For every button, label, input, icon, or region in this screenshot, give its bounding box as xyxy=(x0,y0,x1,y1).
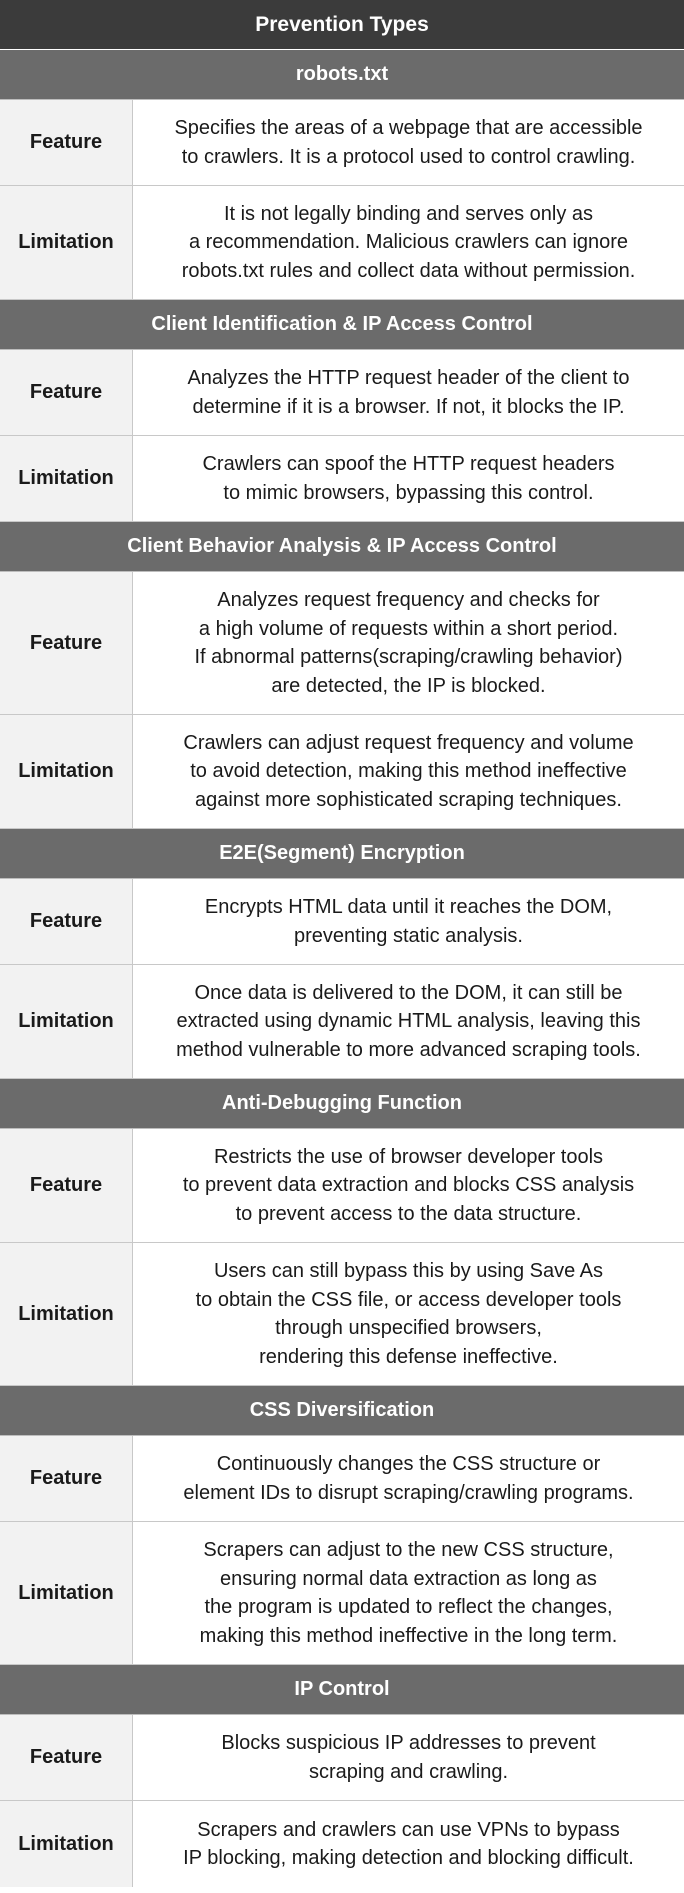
feature-label: Feature xyxy=(0,1129,133,1242)
section-header: Anti-Debugging Function xyxy=(0,1079,684,1129)
feature-text-line: determine if it is a browser. If not, it blocks the IP. xyxy=(192,395,625,418)
feature-row xyxy=(0,572,684,715)
limitation-label: Limitation xyxy=(0,1801,133,1887)
feature-description xyxy=(133,572,684,714)
limitation-row xyxy=(0,186,684,300)
limitation-text-line: extracted using dynamic HTML analysis, leaving this xyxy=(176,1010,641,1033)
limitation-description xyxy=(133,1522,684,1664)
feature-label: Feature xyxy=(0,350,133,435)
limitation-text-line: method vulnerable to more advanced scraping tools. xyxy=(176,1038,641,1061)
limitation-text-line: Crawlers can adjust request frequency and volume xyxy=(183,731,634,754)
feature-description xyxy=(133,1715,684,1800)
section-header: E2E(Segment) Encryption xyxy=(0,829,684,879)
limitation-description xyxy=(133,436,684,521)
limitation-row xyxy=(0,1243,684,1386)
limitation-label: Limitation xyxy=(0,1522,133,1664)
feature-text-line: element IDs to disrupt scraping/crawling programs. xyxy=(183,1481,634,1504)
feature-description xyxy=(133,1129,684,1242)
feature-row xyxy=(0,1129,684,1243)
limitation-text-line: It is not legally binding and serves only as xyxy=(223,202,594,225)
feature-text-line: are detected, the IP is blocked. xyxy=(271,674,546,697)
feature-text-line: If abnormal patterns(scraping/crawling behavior) xyxy=(194,646,623,668)
section-header: CSS Diversification xyxy=(0,1386,684,1436)
section-header: Client Behavior Analysis & IP Access Control xyxy=(0,522,684,572)
limitation-row xyxy=(0,436,684,522)
limitation-text-line: Once data is delivered to the DOM, it can still be xyxy=(194,981,623,1004)
feature-row xyxy=(0,1436,684,1522)
limitation-text-line: Users can still bypass this by using Save As xyxy=(213,1260,604,1282)
limitation-label: Limitation xyxy=(0,1243,133,1385)
limitation-row xyxy=(0,715,684,829)
feature-label: Feature xyxy=(0,572,133,714)
limitation-text-line: a recommendation. Malicious crawlers can ignore xyxy=(188,231,629,254)
limitation-row xyxy=(0,1801,684,1887)
limitation-row xyxy=(0,1522,684,1665)
limitation-description xyxy=(133,186,684,299)
limitation-row xyxy=(0,965,684,1079)
feature-description xyxy=(133,350,684,435)
feature-text-line: Analyzes request frequency and checks for xyxy=(217,589,600,611)
table-title: Prevention Types xyxy=(0,0,684,50)
limitation-text-line: rendering this defense ineffective. xyxy=(259,1345,558,1368)
limitation-text-line: Scrapers and crawlers can use VPNs to bypass xyxy=(197,1818,620,1841)
limitation-text-line: the program is updated to reflect the changes, xyxy=(204,1596,613,1618)
feature-row xyxy=(0,1715,684,1801)
limitation-text-line: to mimic browsers, bypassing this control. xyxy=(223,481,594,504)
limitation-text-line: IP blocking, making detection and blocking difficult. xyxy=(183,1847,634,1869)
section-header: robots.txt xyxy=(0,50,684,100)
feature-text-line: Encrypts HTML data until it reaches the DOM, xyxy=(204,896,613,918)
limitation-label: Limitation xyxy=(0,186,133,299)
feature-text-line: scraping and crawling. xyxy=(309,1760,508,1783)
limitation-label: Limitation xyxy=(0,965,133,1078)
section-header: IP Control xyxy=(0,1665,684,1715)
limitation-description xyxy=(133,1243,684,1385)
limitation-text-line: robots.txt rules and collect data without permission. xyxy=(181,259,636,282)
limitation-text-line: Crawlers can spoof the HTTP request headers xyxy=(202,453,615,475)
feature-text-line: Restricts the use of browser developer tools xyxy=(213,1145,604,1168)
limitation-description xyxy=(133,1801,684,1887)
feature-text-line: to prevent access to the data structure. xyxy=(235,1202,582,1225)
limitation-label: Limitation xyxy=(0,436,133,521)
feature-text-line: Blocks suspicious IP addresses to prevent xyxy=(221,1732,596,1754)
feature-row xyxy=(0,100,684,186)
limitation-text-line: through unspecified browsers, xyxy=(275,1317,542,1339)
limitation-text-line: making this method ineffective in the long term. xyxy=(199,1624,618,1647)
limitation-description xyxy=(133,965,684,1078)
feature-text-line: Continuously changes the CSS structure or xyxy=(216,1453,601,1475)
limitation-text-line: to avoid detection, making this method ineffective xyxy=(190,760,627,783)
limitation-label: Limitation xyxy=(0,715,133,828)
feature-row xyxy=(0,879,684,965)
feature-text-line: a high volume of requests within a short period. xyxy=(198,617,619,640)
limitation-text-line: Scrapers can adjust to the new CSS structure, xyxy=(203,1539,614,1561)
feature-description xyxy=(133,1436,684,1521)
feature-row xyxy=(0,350,684,436)
feature-label: Feature xyxy=(0,879,133,964)
feature-description xyxy=(133,100,684,185)
feature-text-line: to prevent data extraction and blocks CSS analysis xyxy=(182,1174,635,1197)
feature-text-line: to crawlers. It is a protocol used to control crawling. xyxy=(181,145,636,168)
feature-label: Feature xyxy=(0,100,133,185)
limitation-description xyxy=(133,715,684,828)
feature-description xyxy=(133,879,684,964)
limitation-text-line: to obtain the CSS file, or access developer tools xyxy=(195,1288,622,1311)
feature-text-line: Analyzes the HTTP request header of the client to xyxy=(187,367,630,389)
feature-label: Feature xyxy=(0,1715,133,1800)
feature-label: Feature xyxy=(0,1436,133,1521)
limitation-text-line: against more sophisticated scraping techniques. xyxy=(195,788,622,811)
feature-text-line: preventing static analysis. xyxy=(293,924,523,947)
section-header: Client Identification & IP Access Control xyxy=(0,300,684,350)
limitation-text-line: ensuring normal data extraction as long as xyxy=(220,1567,597,1590)
feature-text-line: Specifies the areas of a webpage that are accessible xyxy=(174,117,643,139)
